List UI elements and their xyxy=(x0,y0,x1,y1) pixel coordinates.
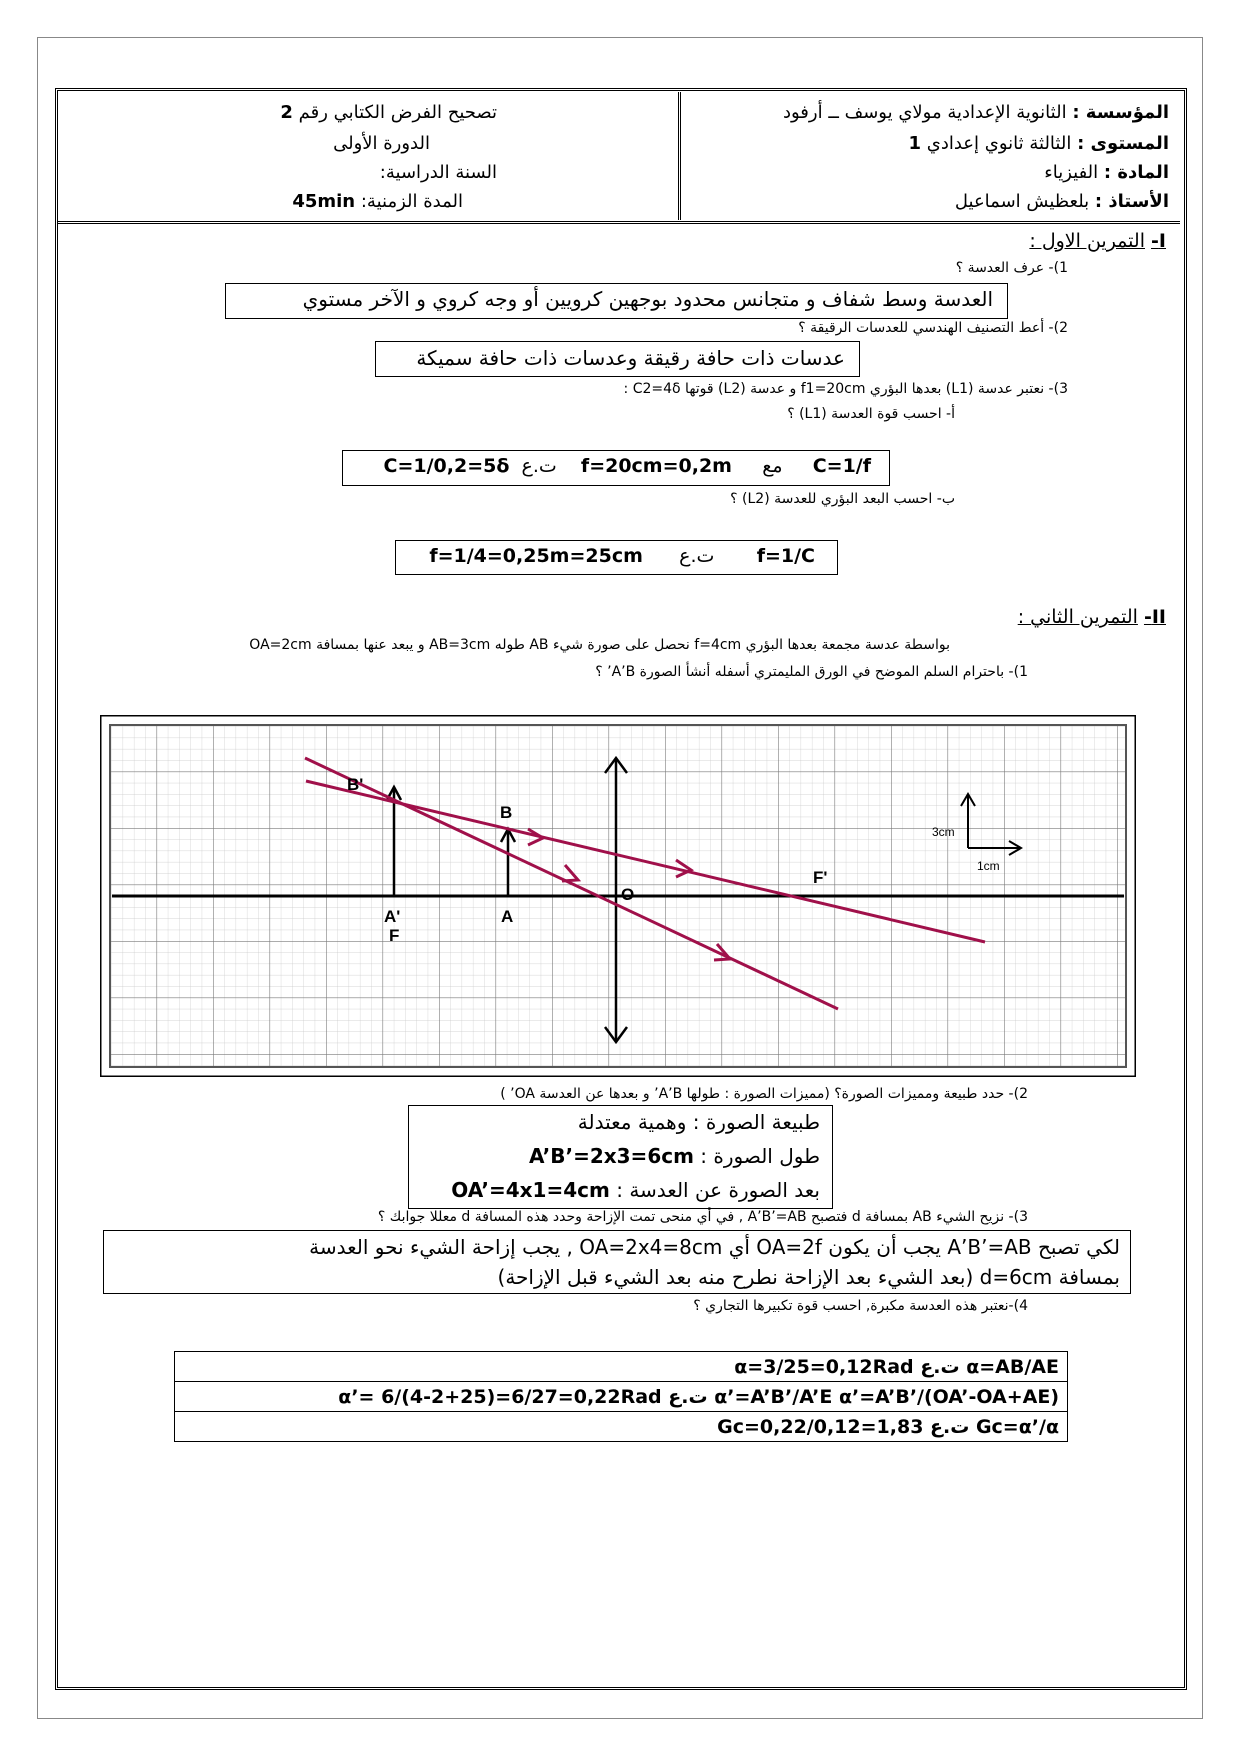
ex1-a1: العدسة وسط شفاف و متجانس محدود بوجهين كرويين أو وجه كروي و الآخر مستوي xyxy=(302,287,993,311)
table-row xyxy=(175,1382,1068,1412)
header-column-divider xyxy=(678,92,681,220)
ex2-q3: 3)- نزيح الشيء AB بمسافة d فتصبح A’B’=AB , في أي منحى تمت الإزاحة وحدد هذه المسافة d معللا جوابك ؟ xyxy=(377,1209,1028,1225)
header-level: المستوى : الثالثة ثانوي إعدادي 1 xyxy=(908,133,1169,154)
ex1-title: I- التمرين الاول : xyxy=(1029,230,1166,252)
ex1-a3a-box: C=1/f مع f=20cm=0,2m ت.ع C=1/0,2=5δ xyxy=(342,450,890,486)
label-b: B xyxy=(500,803,513,822)
label-a: A xyxy=(501,907,514,926)
magnification-table xyxy=(174,1351,1068,1442)
ex2-a2-distance: بعد الصورة عن العدسة : OA’=4x1=4cm xyxy=(451,1178,820,1202)
header-teacher: الأستاذ : بلعظيش اسماعيل xyxy=(954,191,1169,212)
label-bp: B' xyxy=(347,775,364,794)
label-o: O xyxy=(621,885,635,904)
header-year: السنة الدراسية: xyxy=(379,162,497,183)
ex2-a2-box xyxy=(408,1105,833,1209)
table-cell: α’=A’B’/A’E α’=A’B’/(OA’-OA+AE) ت.ع α’= 6/(4-2+25)=6/27=0,22Rad xyxy=(175,1382,1068,1412)
ex2-a3-line1: لكي تصبح A’B’=AB يجب أن يكون OA=2f أي OA=2x4=8cm , يجب إزاحة الشيء نحو العدسة xyxy=(309,1235,1120,1259)
ray-diagram xyxy=(100,715,1136,1077)
ex1-a2-box xyxy=(375,341,860,377)
header-duration: المدة الزمنية: 45min xyxy=(292,191,463,212)
header-session: الدورة الأولى xyxy=(333,133,430,154)
header-subject: المادة : الفيزياء xyxy=(1044,162,1169,183)
ex2-title: II- التمرين الثاني : xyxy=(1017,606,1166,628)
label-ap: A' xyxy=(384,907,401,926)
ex1-a2: عدسات ذات حافة رقيقة وعدسات ذات حافة سميكة xyxy=(416,346,845,370)
header-title: تصحيح الفرض الكتابي رقم 2 xyxy=(280,102,497,123)
ex1-a1-box xyxy=(225,283,1008,319)
ex1-q2: 2)- أعط التصنيف الهندسي للعدسات الرقيقة ؟ xyxy=(798,320,1068,336)
ex2-q2: 2)- حدد طبيعة ومميزات الصورة؟ (مميزات الصورة : طولها A’B’ و بعدها عن العدسة OA’ ) xyxy=(500,1086,1028,1102)
label-fp: F' xyxy=(813,868,828,887)
ex2-a2-length: طول الصورة : A’B’=2x3=6cm xyxy=(528,1144,820,1168)
scale-h-label: 1cm xyxy=(977,859,1000,873)
ex1-q3b: ب- احسب البعد البؤري للعدسة (L2) ؟ xyxy=(730,491,955,507)
ex2-a3-box xyxy=(103,1230,1131,1294)
ex2-q4: 4)-نعتبر هذه العدسة مكبرة, احسب قوة تكبيرها التجاري ؟ xyxy=(693,1298,1028,1314)
ex2-a3-line2: بمسافة d=6cm (بعد الشيء بعد الإزاحة نطرح منه بعد الشيء قبل الإزاحة) xyxy=(497,1265,1120,1289)
table-cell: Gc=α’/α ت.ع Gc=0,22/0,12=1,83 xyxy=(175,1412,1068,1442)
header-institution: المؤسسة : الثانوية الإعدادية مولاي يوسف ــ أرفود xyxy=(782,102,1169,123)
scale-v-label: 3cm xyxy=(932,825,955,839)
ex1-q3a: أ- احسب قوة العدسة (L1) ؟ xyxy=(787,406,955,422)
table-row xyxy=(175,1352,1068,1382)
label-f: F xyxy=(389,926,400,945)
ex1-q3: 3)- نعتبر عدسة (L1) بعدها البؤري f1=20cm و عدسة (L2) قوتها C2=4δ : xyxy=(623,381,1068,397)
ex1-a3b-box: f=1/C ت.ع f=1/4=0,25m=25cm xyxy=(395,540,838,575)
ex2-statement: بواسطة عدسة مجمعة بعدها البؤري f=4cm نحصل على صورة شيء AB طوله AB=3cm و يبعد عنها بمسافة OA=2cm xyxy=(249,637,950,653)
table-cell: α=AB/AE ت.ع α=3/25=0,12Rad xyxy=(175,1352,1068,1382)
ex2-a2-nature: طبيعة الصورة : وهمية معتدلة xyxy=(577,1110,820,1134)
ex2-q1: 1)- باحترام السلم الموضح في الورق المليمتري أسفله أنشأ الصورة A’B’ ؟ xyxy=(595,664,1028,680)
table-row xyxy=(175,1412,1068,1442)
header-divider xyxy=(58,221,1180,224)
ex1-q1: 1)- عرف العدسة ؟ xyxy=(955,260,1068,276)
